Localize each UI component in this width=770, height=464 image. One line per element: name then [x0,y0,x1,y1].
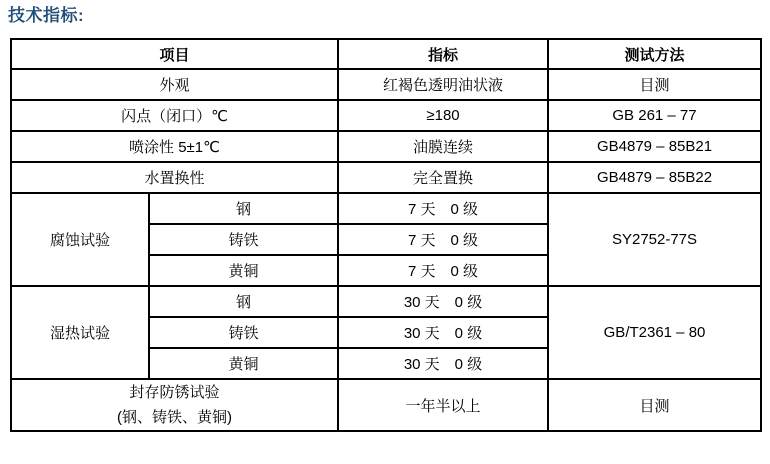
material-cell: 钢 [149,286,338,317]
cell-method: 目测 [548,69,761,100]
group-cell-dampheat: 湿热试验 [11,286,149,379]
cell-spec: 完全置换 [338,162,548,193]
cell-item: 喷涂性 5±1℃ [11,131,338,162]
cell-spec: 30 天 0 级 [338,286,548,317]
sealed-test-materials: (钢、铸铁、黄铜) [117,409,232,426]
cell-spec: 一年半以上 [338,379,548,431]
material-cell: 黄铜 [149,348,338,379]
method-cell-dampheat: GB/T2361 – 80 [548,286,761,379]
cell-spec: 油膜连续 [338,131,548,162]
group-cell-corrosion: 腐蚀试验 [11,193,149,286]
cell-spec: 30 天 0 级 [338,348,548,379]
cell-item: 水置换性 [11,162,338,193]
header-cell-spec: 指标 [338,39,548,69]
table-row-dampheat-steel [11,286,761,317]
cell-item: 外观 [11,69,338,100]
header-cell-item: 项目 [11,39,338,69]
cell-method: GB4879 – 85B22 [548,162,761,193]
table-row-sealed-rust-test [11,379,761,431]
method-cell-corrosion: SY2752-77S [548,193,761,286]
cell-spec: 7 天 0 级 [338,255,548,286]
table-row-corrosion-steel [11,193,761,224]
material-cell: 黄铜 [149,255,338,286]
cell-method: 目测 [548,379,761,431]
material-cell: 铸铁 [149,224,338,255]
header-row [11,39,761,69]
table-row-flashpoint [11,100,761,131]
cell-spec: 7 天 0 级 [338,193,548,224]
cell-method: GB4879 – 85B21 [548,131,761,162]
cell-item [11,379,338,431]
table-row-water-displacement [11,162,761,193]
cell-method: GB 261 – 77 [548,100,761,131]
page-title: 技术指标: [8,6,85,25]
cell-spec: ≥180 [338,100,548,131]
spec-table [10,38,762,432]
material-cell: 钢 [149,193,338,224]
cell-spec: 7 天 0 级 [338,224,548,255]
sealed-test-title: 封存防锈试验 [129,384,220,401]
material-cell: 铸铁 [149,317,338,348]
header-cell-method: 测试方法 [548,39,761,69]
cell-spec: 30 天 0 级 [338,317,548,348]
cell-spec: 红褐色透明油状液 [338,69,548,100]
cell-item: 闪点（闭口）℃ [11,100,338,131]
table-row-appearance [11,69,761,100]
table-row-sprayability [11,131,761,162]
